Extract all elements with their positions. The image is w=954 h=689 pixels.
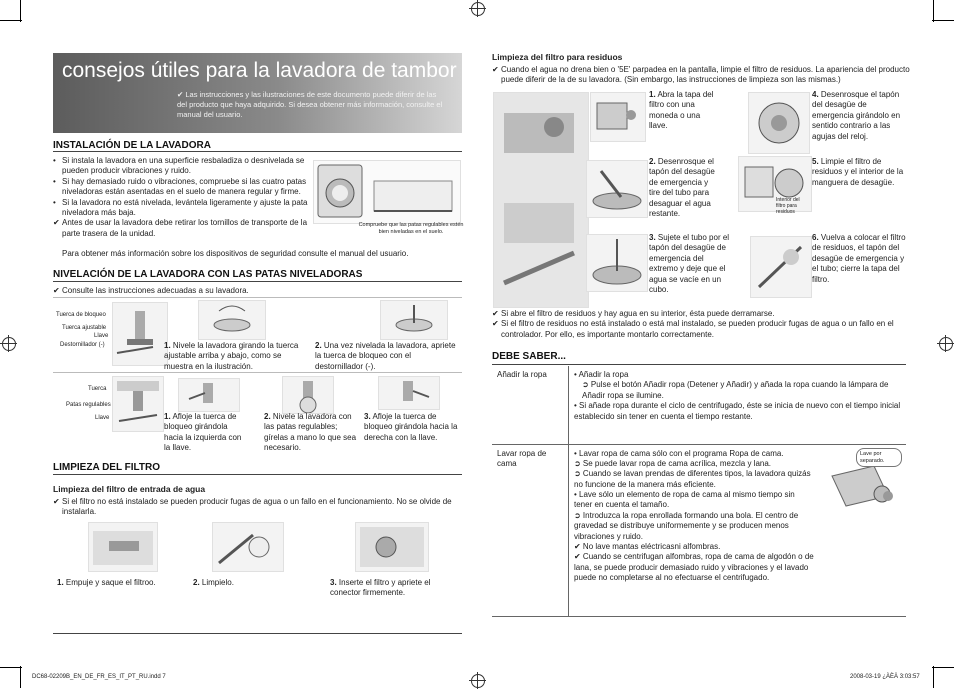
title-banner <box>53 53 462 133</box>
washer-illustration <box>313 160 461 224</box>
leveling-step-illustration <box>198 300 266 340</box>
leveling-step-a1: 1. Nivele la lavadora girando la tuerca ajustable arriba y abajo, como se muestra en la ilustración. <box>164 341 299 371</box>
row-line: ➲ Introduzca la ropa enrollada formando una bola. El centro de gravedad se distribuye uniformemente y se producen menos vibraciones y ruido. <box>574 510 799 541</box>
list-item: ✔ Si abre el filtro de residuos y hay agua en su interior, ésta puede derramarse. <box>492 309 904 319</box>
leveling-step-a2: 2. Una vez nivelada la lavadora, apriete la tuerca de bloqueo con el destornillador (-). <box>315 341 456 371</box>
crop-mark <box>932 667 954 668</box>
debris-check: ✔ Cuando el agua no drena bien o '5E' parpadea en la pantalla, limpie el filtro de residuos. La apariencia del producto puede diferir de la de su lavadora. (Sin embargo, las instrucciones de limpieza son las mismas.) <box>492 65 913 86</box>
row-line: • Lave sólo un elemento de ropa de cama al mismo tiempo sin tener en cuenta el tamaño. <box>574 490 795 510</box>
bubble-note: Lave por separado. <box>856 448 902 467</box>
row-line: ➲ Se puede lavar ropa de cama acrílica, mezcla y lana. <box>574 458 772 468</box>
footer-date: 2008-03-19 ¿ÀÈÄ 3:03:57 <box>850 674 920 680</box>
install-heading: INSTALACIÓN DE LA LAVADORA <box>53 140 211 151</box>
debris-step-illustration <box>748 92 810 154</box>
footer-file: DC68-02209B_EN_DE_FR_ES_IT_PT_RU.indd 7 <box>32 674 166 680</box>
crop-mark <box>0 20 22 21</box>
divider <box>53 474 462 475</box>
debris-step-5: 5. Limpie el filtro de residuos y el interior de la manguera de desagüe. <box>812 157 904 187</box>
registration-mark-icon <box>2 337 16 351</box>
washer-filter-illustration <box>493 92 589 308</box>
leveling-step-b2: 2. Nivele la lavadora con las patas regulables; gírelas a mano lo que sea necesario. <box>264 412 357 453</box>
install-caption: Compruebe que las patas regulables estén bien niveladas en el suelo. <box>358 222 464 235</box>
registration-mark-icon <box>939 337 953 351</box>
divider <box>53 281 462 282</box>
divider <box>53 297 462 298</box>
debris-step-2: 2. Desenrosque el tapón del desagüe de emergencia y tire del tubo para desaguar el agua restante. <box>649 157 715 218</box>
debris-step-4: 4. Desenrosque el tapón del desagüe de emergencia girándolo en sentido contrario a las agujas del reloj. <box>812 90 901 141</box>
label-lock-nut: Tuerca de bloqueo <box>56 312 106 318</box>
feet-step-illustration <box>282 376 334 414</box>
row-line: ✔ Cuando se centrifugan alfombras, ropa de cama de algodón o de lana, se puede producir demasiado ruido y vibraciones y el lavado puede no completarse al no efectuarse el centrifugado. <box>574 552 814 583</box>
table-cell-label: Lavar ropa de cama <box>492 444 569 616</box>
feet-step-illustration <box>378 376 440 410</box>
install-note: Para obtener más información sobre los dispositivos de seguridad consulte el manual del usuario. <box>62 249 409 258</box>
row-line: ➲ Pulse el botón Añadir ropa (Detener y Añadir) y añada la ropa cuando la lámpara de Añadir ropa se ilumine. <box>582 380 889 400</box>
row-line: ➲ Cuando se lavan prendas de diferentes tipos, la lavadora quizás no funcione de la manera más eficiente. <box>574 469 811 489</box>
leveling-step-b1: 1. Afloje la tuerca de bloqueo girándola hacia la izquierda con la llave. <box>164 412 242 453</box>
install-list <box>53 156 311 239</box>
debris-step-illustration <box>590 92 646 142</box>
list-item: ✔ Antes de usar la lavadora debe retirar los tornillos de transporte de la parte trasera de la unidad. <box>53 218 311 239</box>
row-line: • Lavar ropa de cama sólo con el programa Ropa de cama. <box>574 448 784 458</box>
label-adjust-nut: Tuerca ajustable <box>62 325 107 331</box>
leveling-heading: NIVELACIÓN DE LA LAVADORA CON LAS PATAS NIVELADORAS <box>53 269 363 280</box>
filter-heading: LIMPIEZA DEL FILTRO <box>53 462 161 473</box>
crop-mark <box>933 0 934 22</box>
debris-step-illustration <box>750 236 812 298</box>
divider <box>53 151 462 152</box>
debris-heading: Limpieza del filtro para residuos <box>492 52 623 62</box>
debris-step-6: 6. Vuelva a colocar el filtro de residuos, el tapón del desagüe de emergencia y el tubo; cierre la tapa del filtro. <box>812 233 906 284</box>
list-item: ✔ Si el filtro de residuos no está instalado o está mal instalado, se pueden producir fugas de agua o un fallo en el controlador. Por ello, es importante montarlo correctamente. <box>492 319 904 340</box>
connector-illustration <box>355 522 429 572</box>
crop-mark <box>20 0 21 22</box>
leveling-step-illustration <box>380 300 448 340</box>
debris-step-illustration <box>586 234 648 292</box>
table-row <box>492 366 906 444</box>
inlet-step-1: 1. Empuje y saque el filtroo. <box>57 578 156 587</box>
debris-notes <box>492 309 904 340</box>
leveling-check: ✔ Consulte las instrucciones adecuadas a su lavadora. <box>53 286 249 296</box>
divider <box>53 372 462 373</box>
interior-label: Interior del filtro para residuos <box>776 197 800 215</box>
leveling-foot-illustration <box>112 302 168 366</box>
debe-heading: DEBE SABER... <box>492 351 566 362</box>
debris-step-3: 3. Sujete el tubo por el tapón del desagüe de emergencia del extremo y deje que el agua se vacíe en un cubo. <box>649 233 730 294</box>
registration-mark-icon <box>471 2 485 16</box>
feet-step-illustration <box>178 378 240 412</box>
inlet-step-2: 2. Limpielo. <box>193 578 234 587</box>
label-feet: Patas regulables <box>66 402 111 408</box>
label-wrench-b: Llave <box>95 415 110 421</box>
list-item: • Si hay demasiado ruido o vibraciones, compruebe si las cuatro patas niveladoras están asentadas en el suelo de manera regular y firme. <box>53 177 311 198</box>
label-nut: Tuerca <box>88 386 107 392</box>
banner-note: ✔ Las instrucciones y las ilustraciones de este documento puede diferir de las del producto que haya adquirido. Si desea obtener más información, consulte el manual del usuario. <box>177 90 443 120</box>
inlet-filter-illustration <box>88 522 158 572</box>
table-cell-content <box>569 366 907 444</box>
label-wrench: Llave <box>94 333 109 339</box>
crop-mark <box>0 667 22 668</box>
row-line: ✔ No lave mantas eléctricasni alfombras. <box>574 542 721 552</box>
page-title: consejos útiles para la lavadora de tambor <box>62 59 457 82</box>
feet-illustration <box>112 376 164 432</box>
debris-step-1: 1. Abra la tapa del filtro con una moneda o una llave. <box>649 90 714 131</box>
registration-mark-icon <box>471 674 485 688</box>
crop-mark <box>933 666 934 688</box>
inlet-check: ✔ Si el filtro no está instalado se pueden producir fugas de agua o un fallo en el funcionamiento. No se olvide de instalarla. <box>53 497 462 518</box>
table-cell-label: Añadir la ropa <box>492 366 569 444</box>
crop-mark <box>20 666 21 688</box>
list-item: • Si instala la lavadora en una superficie resbaladiza o desnivelada se pueden producir vibraciones y ruido. <box>53 156 311 177</box>
inlet-step-3: 3. Inserte el filtro y apriete el conector firmemente. <box>330 578 431 598</box>
divider <box>53 633 462 634</box>
leveling-step-b3: 3. Afloje la tuerca de bloqueo girándola hacia la derecha con la llave. <box>364 412 458 442</box>
brush-illustration <box>212 522 284 572</box>
label-screwdriver: Destornillador (-) <box>60 342 105 348</box>
list-item: • Si la lavadora no está nivelada, levántela ligeramente y ajuste la pata niveladora más baja. <box>53 198 311 219</box>
inlet-heading: Limpieza del filtro de entrada de agua <box>53 484 206 494</box>
row-line: • Si añade ropa durante el ciclo de centrifugado, éste se inicia de nuevo con el tiempo inicial establecido sin tener en cuenta el tiempo restante. <box>574 401 901 421</box>
row-line: • Añadir la ropa <box>574 370 629 379</box>
crop-mark <box>932 20 954 21</box>
debris-step-illustration <box>586 160 648 218</box>
divider <box>492 364 906 365</box>
